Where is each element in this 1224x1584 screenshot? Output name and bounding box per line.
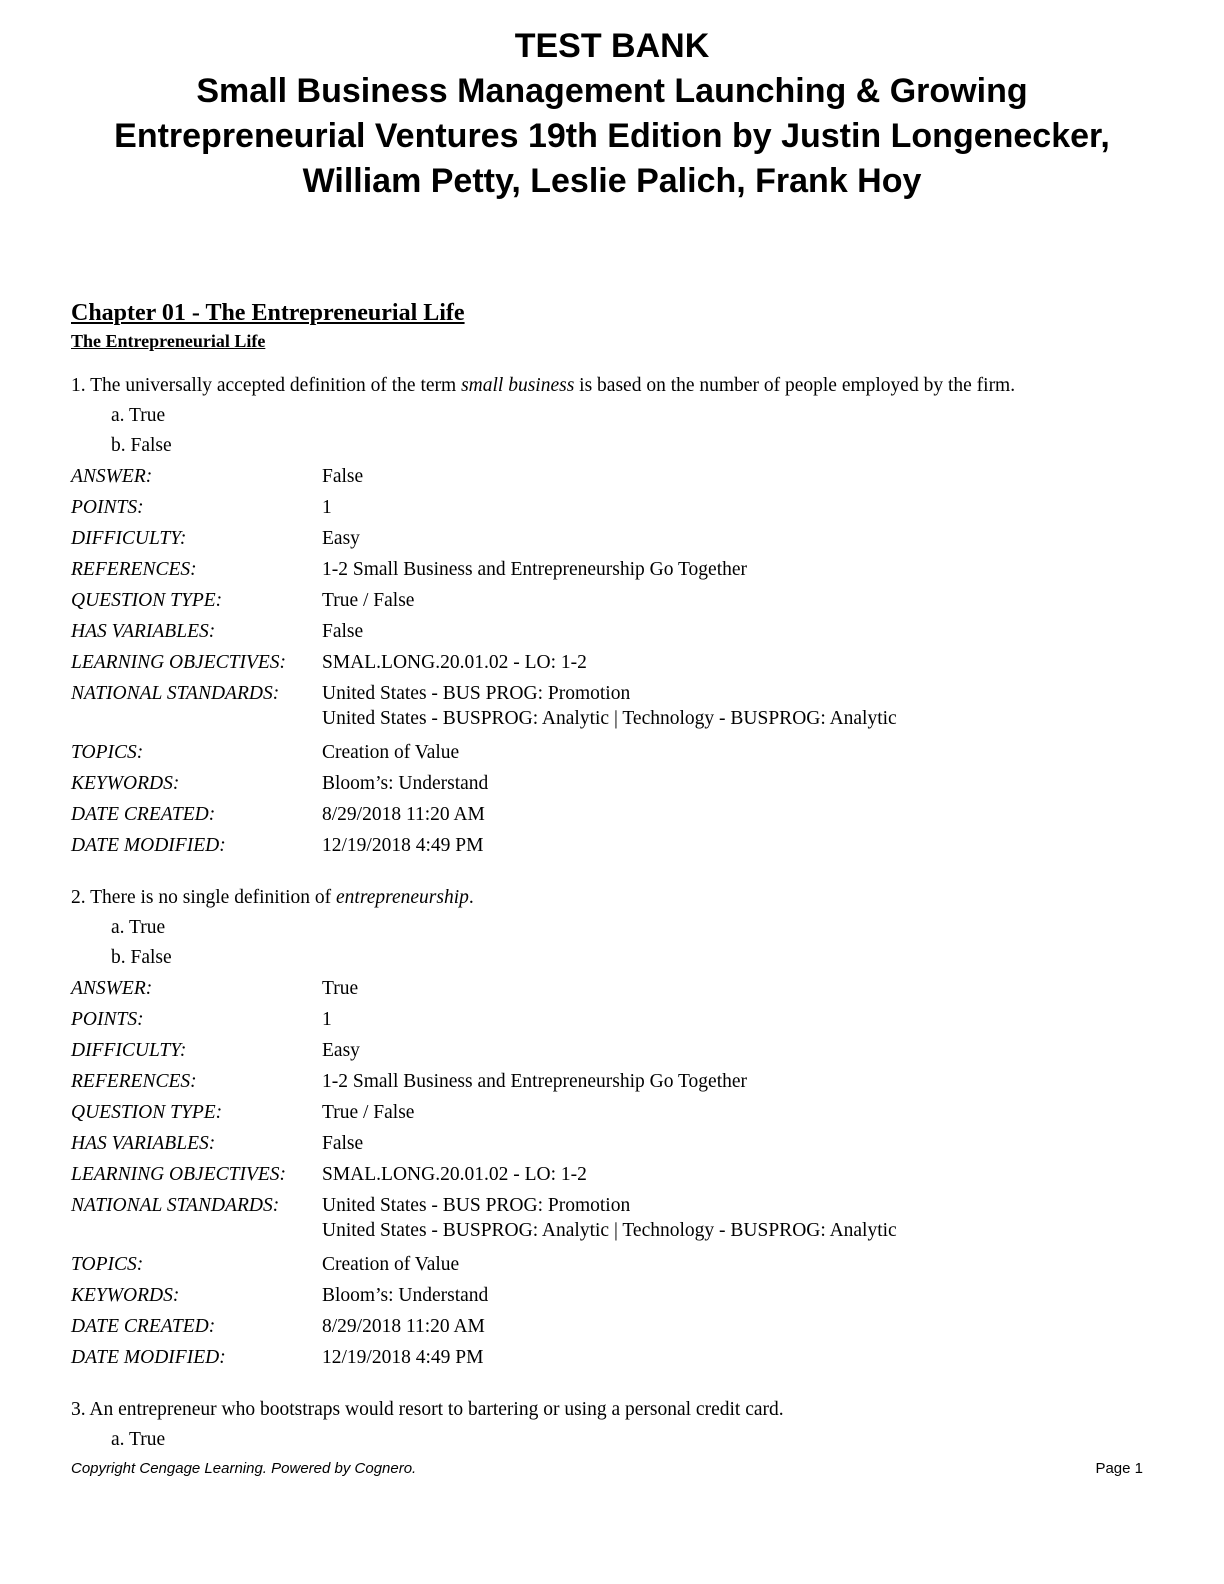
- metadata-row: [71, 1342, 897, 1373]
- metadata-value-cell: [322, 1280, 897, 1311]
- metadata-row: [71, 1004, 897, 1035]
- copyright-notice: Copyright Cengage Learning. Powered by Cognero.: [71, 1460, 417, 1477]
- question-text-prefix: 1. The universally accepted definition of the term: [71, 375, 462, 396]
- metadata-value-cell: [322, 768, 897, 799]
- metadata-value: 1-2 Small Business and Entrepreneurship Go Together: [322, 1071, 748, 1092]
- metadata-value-cell: [322, 1035, 897, 1066]
- question-text-suffix: is based on the number of people employed by the firm.: [574, 375, 1016, 396]
- metadata-key: DIFFICULTY:: [71, 528, 187, 549]
- metadata-row: [71, 1280, 897, 1311]
- question-emphasized-term: small business: [461, 375, 575, 396]
- metadata-row: [71, 523, 897, 554]
- metadata-row: [71, 768, 897, 799]
- metadata-row: [71, 799, 897, 830]
- metadata-row: [71, 1128, 897, 1159]
- metadata-value: 12/19/2018 4:49 PM: [322, 835, 484, 856]
- document-body: [71, 297, 1171, 1477]
- answer-choice: a. True: [111, 405, 166, 426]
- metadata-value: 8/29/2018 11:20 AM: [322, 804, 485, 825]
- metadata-value: Bloom’s: Understand: [322, 1285, 489, 1306]
- metadata-row: [71, 554, 897, 585]
- question-metadata-table: [71, 461, 897, 861]
- metadata-value: 12/19/2018 4:49 PM: [322, 1347, 484, 1368]
- metadata-key: DATE MODIFIED:: [71, 835, 226, 856]
- title-line: Entrepreneurial Ventures 19th Edition by Justin Longenecker,: [114, 117, 1110, 155]
- metadata-value-cell: [322, 1311, 897, 1342]
- metadata-value-cell: [322, 1128, 897, 1159]
- metadata-key: TOPICS:: [71, 1254, 144, 1275]
- metadata-key: QUESTION TYPE:: [71, 590, 223, 611]
- metadata-value-cell: [322, 830, 897, 861]
- question-text-suffix: .: [468, 887, 474, 908]
- title-line: TEST BANK: [514, 27, 710, 65]
- metadata-key: HAS VARIABLES:: [71, 621, 216, 642]
- metadata-value: SMAL.LONG.20.01.02 - LO: 1-2: [322, 652, 587, 673]
- question-text-prefix: 3. An entrepreneur who bootstraps would resort to bartering or using a personal credit card.: [71, 1399, 784, 1420]
- metadata-key: NATIONAL STANDARDS:: [71, 1195, 280, 1216]
- metadata-row: [71, 616, 897, 647]
- metadata-value-cell: [322, 492, 897, 523]
- metadata-row: [71, 1249, 897, 1280]
- metadata-value-continued: United States - BUSPROG: Analytic | Technology - BUSPROG: Analytic: [322, 1220, 897, 1241]
- section-title: The Entrepreneurial Life: [71, 331, 266, 351]
- metadata-value-cell: [322, 1066, 897, 1097]
- metadata-key: NATIONAL STANDARDS:: [71, 683, 280, 704]
- metadata-row: [71, 678, 897, 737]
- metadata-key: KEYWORDS:: [71, 773, 180, 794]
- metadata-key: ANSWER:: [71, 978, 153, 999]
- metadata-value: False: [322, 1133, 364, 1154]
- metadata-key: DATE CREATED:: [71, 1316, 216, 1337]
- metadata-row: [71, 1311, 897, 1342]
- answer-choice: a. True: [111, 917, 166, 938]
- metadata-key: LEARNING OBJECTIVES:: [71, 1164, 287, 1185]
- question-item: [71, 1395, 1171, 1455]
- metadata-key: POINTS:: [71, 1009, 144, 1030]
- metadata-value-cell: [322, 1342, 897, 1373]
- metadata-row: [71, 585, 897, 616]
- metadata-row: [71, 1097, 897, 1128]
- question-metadata-table: [71, 973, 897, 1373]
- question-text: [71, 883, 1171, 913]
- metadata-value-cell: [322, 585, 897, 616]
- metadata-value-continued: United States - BUSPROG: Analytic | Technology - BUSPROG: Analytic: [322, 708, 897, 729]
- metadata-value-cell: [322, 737, 897, 768]
- page-number: Page 1: [1095, 1460, 1143, 1477]
- metadata-value: 1-2 Small Business and Entrepreneurship Go Together: [322, 559, 748, 580]
- metadata-row: [71, 1035, 897, 1066]
- metadata-value-cell: [322, 554, 897, 585]
- metadata-row: [71, 830, 897, 861]
- metadata-row: [71, 492, 897, 523]
- metadata-value-cell: [322, 1190, 897, 1249]
- metadata-row: [71, 1159, 897, 1190]
- metadata-value: United States - BUS PROG: Promotion: [322, 683, 631, 704]
- metadata-key: QUESTION TYPE:: [71, 1102, 223, 1123]
- metadata-key: DATE CREATED:: [71, 804, 216, 825]
- title-line: William Petty, Leslie Palich, Frank Hoy: [302, 162, 922, 200]
- metadata-value: Creation of Value: [322, 742, 460, 763]
- metadata-value: True / False: [322, 590, 415, 611]
- metadata-row: [71, 737, 897, 768]
- metadata-value-cell: [322, 678, 897, 737]
- metadata-value: SMAL.LONG.20.01.02 - LO: 1-2: [322, 1164, 587, 1185]
- metadata-row: [71, 973, 897, 1004]
- metadata-row: [71, 1190, 897, 1249]
- metadata-value-cell: [322, 973, 897, 1004]
- metadata-value: United States - BUS PROG: Promotion: [322, 1195, 631, 1216]
- metadata-value: Easy: [322, 528, 360, 549]
- metadata-key: REFERENCES:: [71, 559, 197, 580]
- question-emphasized-term: entrepreneurship: [336, 887, 469, 908]
- question-text: [71, 1395, 1171, 1425]
- metadata-value: Easy: [322, 1040, 360, 1061]
- document-title: [0, 24, 1224, 204]
- metadata-value-cell: [322, 647, 897, 678]
- metadata-value-cell: [322, 461, 897, 492]
- chapter-title: Chapter 01 - The Entrepreneurial Life: [71, 300, 465, 326]
- metadata-value-cell: [322, 616, 897, 647]
- metadata-key: KEYWORDS:: [71, 1285, 180, 1306]
- metadata-key: REFERENCES:: [71, 1071, 197, 1092]
- metadata-key: TOPICS:: [71, 742, 144, 763]
- metadata-row: [71, 647, 897, 678]
- question-text: [71, 371, 1171, 401]
- metadata-key: ANSWER:: [71, 466, 153, 487]
- metadata-row: [71, 1066, 897, 1097]
- metadata-value: False: [322, 621, 364, 642]
- question-item: [71, 371, 1171, 861]
- metadata-value: True: [322, 978, 359, 999]
- metadata-row: [71, 461, 897, 492]
- question-text-prefix: 2. There is no single definition of: [71, 887, 337, 908]
- question-list: [71, 371, 1171, 1455]
- metadata-value-cell: [322, 1004, 897, 1035]
- page-footer: [71, 1460, 1143, 1477]
- metadata-value-cell: [322, 799, 897, 830]
- metadata-value-cell: [322, 523, 897, 554]
- question-item: [71, 883, 1171, 1373]
- metadata-value: True / False: [322, 1102, 415, 1123]
- metadata-key: POINTS:: [71, 497, 144, 518]
- metadata-key: DATE MODIFIED:: [71, 1347, 226, 1368]
- metadata-value: Creation of Value: [322, 1254, 460, 1275]
- metadata-value-cell: [322, 1249, 897, 1280]
- metadata-value-cell: [322, 1159, 897, 1190]
- metadata-value: False: [322, 466, 364, 487]
- answer-choice: b. False: [111, 435, 172, 456]
- title-line: Small Business Management Launching & Growing: [196, 72, 1028, 110]
- metadata-value: 1: [322, 1009, 332, 1030]
- metadata-value: 1: [322, 497, 332, 518]
- metadata-value: Bloom’s: Understand: [322, 773, 489, 794]
- metadata-key: DIFFICULTY:: [71, 1040, 187, 1061]
- metadata-value-cell: [322, 1097, 897, 1128]
- answer-choice: a. True: [111, 1429, 166, 1450]
- answer-choice: b. False: [111, 947, 172, 968]
- metadata-key: LEARNING OBJECTIVES:: [71, 652, 287, 673]
- metadata-value: 8/29/2018 11:20 AM: [322, 1316, 485, 1337]
- metadata-key: HAS VARIABLES:: [71, 1133, 216, 1154]
